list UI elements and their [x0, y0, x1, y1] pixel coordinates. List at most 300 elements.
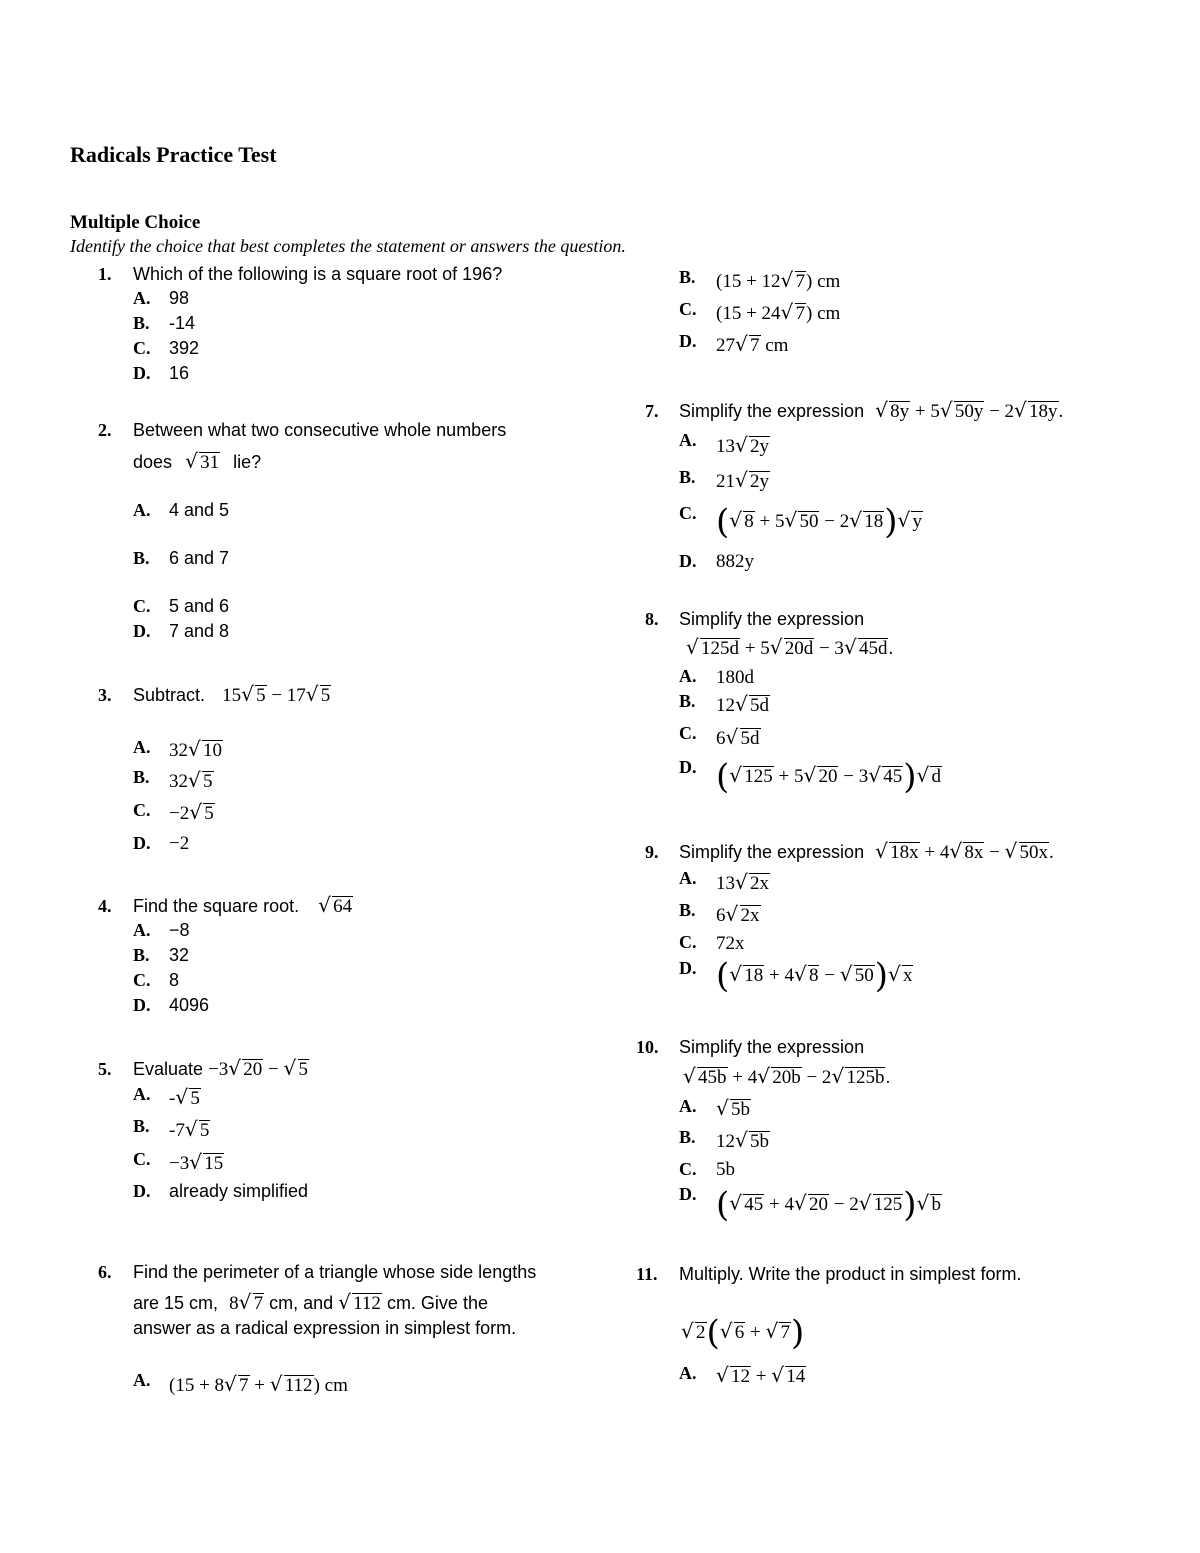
- radicand: 20d: [784, 638, 814, 659]
- radical: [188, 740, 223, 762]
- choice-label: D.: [679, 757, 697, 777]
- radicand: 5b: [750, 1131, 769, 1152]
- operator: −: [268, 1059, 279, 1080]
- radicand: 7: [750, 335, 760, 356]
- radical: [228, 1059, 263, 1081]
- radical: [735, 436, 770, 458]
- choice-value: [716, 436, 770, 458]
- radical: [897, 511, 923, 533]
- choice-label: C.: [133, 1149, 151, 1169]
- choice-label: C.: [679, 503, 697, 523]
- choice-label: D.: [679, 1184, 697, 1204]
- choice-value: [716, 335, 788, 357]
- operator: + 5: [759, 511, 785, 532]
- choice-value: [716, 757, 942, 797]
- paren: ): [903, 757, 917, 797]
- text: Evaluate: [133, 1059, 204, 1079]
- choice-label: B.: [679, 900, 696, 920]
- choice-value: [716, 728, 761, 750]
- radical: [875, 401, 910, 423]
- operator: − 2: [989, 401, 1015, 422]
- paren: ): [874, 956, 888, 996]
- radicand: 8x: [964, 842, 984, 863]
- radical: [729, 511, 755, 533]
- choice-label: C.: [679, 932, 697, 952]
- choice-label: C.: [133, 800, 151, 820]
- radicand: 20: [818, 766, 838, 787]
- operator: − 3: [843, 766, 869, 787]
- choice-label: C.: [133, 338, 151, 358]
- question-text: Between what two consecutive whole numbers: [133, 420, 507, 440]
- radicand: 50y: [954, 401, 984, 422]
- choice-value: [169, 803, 215, 825]
- question-text: [679, 401, 1063, 423]
- question-number: 11.: [636, 1264, 658, 1284]
- choice-value: 72x: [716, 933, 745, 954]
- choice-label: B.: [133, 945, 150, 965]
- radical: [781, 271, 807, 293]
- choice-label: D.: [133, 363, 151, 383]
- radical: [729, 766, 774, 788]
- expression: [208, 1059, 309, 1080]
- radical: [284, 1059, 310, 1081]
- radical: [771, 1366, 806, 1388]
- radical: [781, 303, 807, 325]
- question-number: 5.: [98, 1059, 112, 1079]
- coefficient: 13: [716, 436, 735, 457]
- radicand: 10: [203, 740, 222, 761]
- radicand: 45b: [698, 1067, 727, 1088]
- operator: + 4: [732, 1067, 758, 1088]
- radical: [726, 905, 761, 927]
- radicand: 8: [744, 511, 754, 532]
- coefficient: −3: [208, 1059, 229, 1080]
- radical: [735, 695, 770, 717]
- radicand: 2y: [750, 471, 769, 492]
- radicand: 18: [864, 511, 884, 532]
- choice-value: [169, 1088, 201, 1110]
- text: does: [133, 452, 173, 472]
- radical: [683, 1067, 728, 1089]
- text: Find the square root.: [133, 896, 300, 916]
- choice-label: C.: [679, 299, 697, 319]
- expression: [229, 1293, 264, 1314]
- radical: [940, 401, 985, 423]
- question-text: Which of the following is a square root of 196?: [133, 264, 503, 284]
- coefficient: 13: [716, 873, 735, 894]
- choice-value: [716, 303, 840, 325]
- choice-value: 7 and 8: [169, 621, 230, 641]
- choice-value: 4 and 5: [169, 500, 230, 520]
- choice-value: [716, 956, 913, 996]
- radical: [239, 1293, 265, 1315]
- choice-value: [716, 873, 770, 895]
- radicand: y: [912, 511, 922, 532]
- text: Subtract.: [133, 685, 206, 705]
- choice-label: D.: [133, 833, 151, 853]
- choice-value: [169, 1375, 348, 1397]
- operator: + 5: [778, 766, 804, 787]
- radical: [185, 1120, 211, 1142]
- radical: [318, 896, 353, 918]
- text: .: [1058, 401, 1064, 422]
- radicand: 8y: [890, 401, 910, 422]
- radical: [844, 638, 889, 660]
- operator: − 17: [271, 685, 306, 706]
- radicand: 7: [795, 303, 806, 324]
- choice-label: A.: [133, 500, 151, 520]
- paren: ): [790, 1313, 805, 1353]
- radical: [189, 803, 215, 825]
- radicand: 45d: [858, 638, 888, 659]
- page-title: Radicals Practice Test: [70, 142, 277, 167]
- choice-label: C.: [679, 723, 697, 743]
- choice-value: [169, 1153, 224, 1175]
- text: Simplify the expression: [679, 401, 865, 421]
- coefficient: 12: [716, 1131, 735, 1152]
- text: (15 + 8: [169, 1375, 225, 1396]
- radicand: 31: [200, 452, 220, 473]
- coefficient: 21: [716, 471, 735, 492]
- radicand: 5: [298, 1059, 309, 1080]
- coefficient: −2: [169, 803, 190, 824]
- coefficient: 12: [716, 695, 735, 716]
- question-text: [133, 1059, 309, 1081]
- text: .: [1049, 842, 1054, 863]
- choice-value: 5 and 6: [169, 596, 230, 616]
- choice-value: 98: [169, 288, 190, 308]
- choice-value: 16: [169, 363, 190, 383]
- operator: + 4: [924, 842, 950, 863]
- paren: (: [716, 1185, 730, 1225]
- radical: [868, 766, 903, 788]
- radicand: 112: [284, 1375, 313, 1396]
- question-text-line3: answer as a radical expression in simplest form.: [133, 1318, 517, 1338]
- paren: ): [884, 502, 898, 542]
- radical: [241, 685, 267, 707]
- choice-value: 5b: [716, 1159, 735, 1180]
- paren: (: [716, 757, 730, 797]
- coefficient: -: [169, 1088, 176, 1109]
- coefficient: 32: [169, 740, 188, 761]
- text: ) cm: [806, 271, 841, 292]
- expression: [875, 401, 1063, 422]
- radical: [686, 638, 740, 660]
- text: cm. Give the: [386, 1293, 488, 1313]
- coefficient: 6: [716, 728, 726, 749]
- choice-label: D.: [133, 995, 151, 1015]
- radical: [1014, 401, 1059, 423]
- coefficient: −3: [169, 1153, 190, 1174]
- section-heading: Multiple Choice: [70, 212, 201, 233]
- radicand: 2: [696, 1322, 706, 1343]
- question-number: 1.: [98, 264, 112, 284]
- text: .: [885, 1067, 891, 1088]
- operator: +: [755, 1366, 767, 1387]
- radical: [188, 771, 214, 793]
- radicand: 125: [744, 766, 773, 787]
- radicand: 45: [744, 1194, 764, 1215]
- coefficient: 15: [222, 685, 242, 706]
- radical: [189, 1153, 224, 1175]
- choice-value: [716, 905, 761, 927]
- question-text: [133, 896, 353, 918]
- radical: [949, 842, 984, 864]
- choice-label: C.: [133, 970, 151, 990]
- choice-label: A.: [679, 666, 697, 686]
- radicand: 8: [808, 965, 819, 986]
- text: cm, and: [269, 1293, 334, 1313]
- radical: [735, 335, 761, 357]
- coefficient: 27: [716, 335, 735, 356]
- text: (15 + 12: [716, 271, 781, 292]
- radicand: x: [902, 965, 913, 986]
- radicand: 7: [239, 1375, 249, 1396]
- radical: [729, 1194, 764, 1216]
- radicand: 50: [854, 965, 874, 986]
- paren: (: [706, 1313, 720, 1353]
- operator: −: [989, 842, 1000, 863]
- radicand: 18: [744, 965, 764, 986]
- text: Simplify the expression: [679, 842, 865, 862]
- choice-value: -14: [169, 313, 196, 333]
- radicand: 45: [883, 766, 903, 787]
- radical: [859, 1194, 904, 1216]
- choice-label: B.: [133, 1116, 150, 1136]
- radicand: 112: [353, 1293, 381, 1314]
- radicand: 20: [243, 1059, 263, 1080]
- radical: [735, 471, 770, 493]
- coefficient: 8: [229, 1293, 239, 1314]
- expression: [875, 842, 1054, 863]
- question-number: 6.: [98, 1262, 112, 1282]
- radical: [784, 511, 819, 533]
- choice-value: 882y: [716, 551, 754, 572]
- radicand: 2y: [750, 436, 769, 457]
- question-text: Multiply. Write the product in simplest form.: [679, 1264, 1022, 1284]
- radicand: 18x: [890, 842, 919, 863]
- operator: + 4: [769, 965, 794, 986]
- coefficient: 6: [716, 905, 726, 926]
- radicand: 125d: [701, 638, 739, 659]
- radicand: 20b: [772, 1067, 801, 1088]
- radicand: b: [931, 1194, 941, 1215]
- choice-value: already simplified: [169, 1181, 309, 1201]
- radicand: 6: [734, 1322, 745, 1343]
- choice-value: [716, 1366, 806, 1388]
- choice-label: A.: [679, 430, 697, 450]
- radicand: 18y: [1029, 401, 1058, 422]
- choice-label: A.: [679, 1096, 697, 1116]
- choice-label: A.: [133, 1370, 151, 1390]
- coefficient: -7: [169, 1120, 185, 1141]
- choice-label: D.: [133, 1181, 151, 1201]
- text: ) cm: [806, 303, 841, 324]
- radicand: 7: [795, 271, 806, 292]
- choice-value: 6 and 7: [169, 548, 230, 568]
- text: (15 + 24: [716, 303, 781, 324]
- question-number: 10.: [636, 1037, 659, 1057]
- radicand: 7: [253, 1293, 264, 1314]
- choice-value: [169, 740, 223, 762]
- operator: − 2: [833, 1194, 859, 1215]
- choice-value: 8: [169, 970, 180, 990]
- radical: [840, 965, 875, 987]
- choice-value: 392: [169, 338, 200, 358]
- choice-value: −2: [169, 833, 190, 854]
- question-text: Simplify the expression: [679, 1037, 865, 1057]
- paren: (: [716, 956, 730, 996]
- choice-label: C.: [133, 596, 151, 616]
- radical: [803, 766, 838, 788]
- choice-label: A.: [679, 868, 697, 888]
- radicand: 2x: [750, 873, 769, 894]
- radicand: 15: [204, 1153, 224, 1174]
- radicand: 5: [204, 803, 214, 824]
- choice-label: D.: [679, 551, 697, 571]
- radical: [916, 1194, 942, 1216]
- choice-label: A.: [133, 1084, 151, 1104]
- choice-value: [716, 502, 923, 542]
- choice-value: 4096: [169, 995, 210, 1015]
- text: .: [888, 638, 894, 659]
- operator: + 5: [744, 638, 770, 659]
- expression: [683, 1067, 890, 1089]
- radicand: 5b: [731, 1099, 750, 1120]
- choice-label: B.: [679, 691, 696, 711]
- question-number: 9.: [645, 842, 659, 862]
- operator: − 2: [824, 511, 850, 532]
- choice-label: B.: [133, 767, 150, 787]
- radical: [338, 1293, 382, 1315]
- question-number: 2.: [98, 420, 112, 440]
- choice-label: B.: [679, 267, 696, 287]
- radical: [735, 1131, 770, 1153]
- radical: [794, 1194, 829, 1216]
- choice-value: [716, 1131, 770, 1153]
- radicand: 7: [780, 1322, 790, 1343]
- radical: [916, 766, 942, 788]
- radical: [185, 452, 220, 474]
- choice-label: A.: [133, 288, 151, 308]
- radical: [794, 965, 820, 987]
- choice-value: 32: [169, 945, 190, 965]
- text: lie?: [233, 452, 262, 472]
- paren: (: [716, 502, 730, 542]
- question-text-line2: [133, 452, 261, 474]
- radical: [306, 685, 332, 707]
- choice-value: [716, 271, 840, 293]
- question-number: 3.: [98, 685, 112, 705]
- operator: − 3: [818, 638, 844, 659]
- radical: [770, 638, 815, 660]
- choice-value: [169, 771, 214, 793]
- radical: [270, 1375, 314, 1397]
- radical: [175, 1088, 201, 1110]
- question-text: Find the perimeter of a triangle whose side lengths: [133, 1262, 537, 1282]
- radical: [888, 965, 914, 987]
- choice-value: [716, 1185, 942, 1225]
- radical: [849, 511, 884, 533]
- choice-label: D.: [679, 958, 697, 978]
- choice-label: A.: [679, 1363, 697, 1383]
- radical: [765, 1322, 791, 1344]
- expression: [681, 1313, 804, 1353]
- choice-label: D.: [679, 331, 697, 351]
- operator: +: [254, 1375, 266, 1396]
- radicand: 12: [731, 1366, 750, 1387]
- radicand: d: [931, 766, 941, 787]
- expression: [222, 685, 331, 706]
- radical: [716, 1099, 751, 1121]
- radical: [757, 1067, 802, 1089]
- radical: [875, 842, 920, 864]
- paren: ): [903, 1185, 917, 1225]
- choice-value: 180d: [716, 667, 754, 688]
- operator: + 5: [914, 401, 940, 422]
- radicand: 5: [320, 685, 331, 706]
- radicand: 14: [786, 1366, 806, 1387]
- question-number: 8.: [645, 609, 659, 629]
- radical: [224, 1375, 250, 1397]
- radical: [729, 965, 764, 987]
- operator: − 2: [806, 1067, 832, 1088]
- operator: +: [750, 1322, 761, 1343]
- choice-label: B.: [133, 313, 150, 333]
- choice-label: B.: [679, 467, 696, 487]
- choice-value: [716, 695, 770, 717]
- question-text: [133, 685, 331, 707]
- radical: [726, 728, 761, 750]
- question-text: [679, 842, 1054, 864]
- choice-value: −8: [169, 920, 190, 940]
- question-number: 4.: [98, 896, 112, 916]
- radicand: 5d: [750, 695, 769, 716]
- radicand: 5: [203, 771, 213, 792]
- radicand: 5d: [740, 728, 760, 749]
- radical: [681, 1322, 707, 1344]
- radical: [1005, 842, 1050, 864]
- radicand: 5: [199, 1120, 210, 1141]
- text: cm: [765, 335, 789, 356]
- radicand: 5: [256, 685, 266, 706]
- radical: [716, 1366, 751, 1388]
- radicand: 125: [873, 1194, 903, 1215]
- question-text-line2: [133, 1293, 488, 1315]
- radicand: 50: [799, 511, 819, 532]
- question-text: Simplify the expression: [679, 609, 865, 629]
- operator: + 4: [769, 1194, 794, 1215]
- radicand: 5: [190, 1088, 200, 1109]
- choice-value: [716, 471, 770, 493]
- choice-label: C.: [679, 1159, 697, 1179]
- choice-label: A.: [133, 737, 151, 757]
- operator: −: [824, 965, 835, 986]
- radical: [720, 1322, 746, 1344]
- coefficient: 32: [169, 771, 188, 792]
- expression: [686, 638, 893, 660]
- radical: [831, 1067, 885, 1089]
- text: ) cm: [313, 1375, 348, 1396]
- radicand: 125b: [846, 1067, 885, 1088]
- choice-label: B.: [679, 1127, 696, 1147]
- choice-value: [169, 1120, 210, 1142]
- radicand: 2x: [740, 905, 760, 926]
- choice-label: A.: [133, 920, 151, 940]
- radical: [735, 873, 770, 895]
- instructions: Identify the choice that best completes the statement or answers the question.: [70, 236, 626, 256]
- text: are 15 cm,: [133, 1293, 219, 1313]
